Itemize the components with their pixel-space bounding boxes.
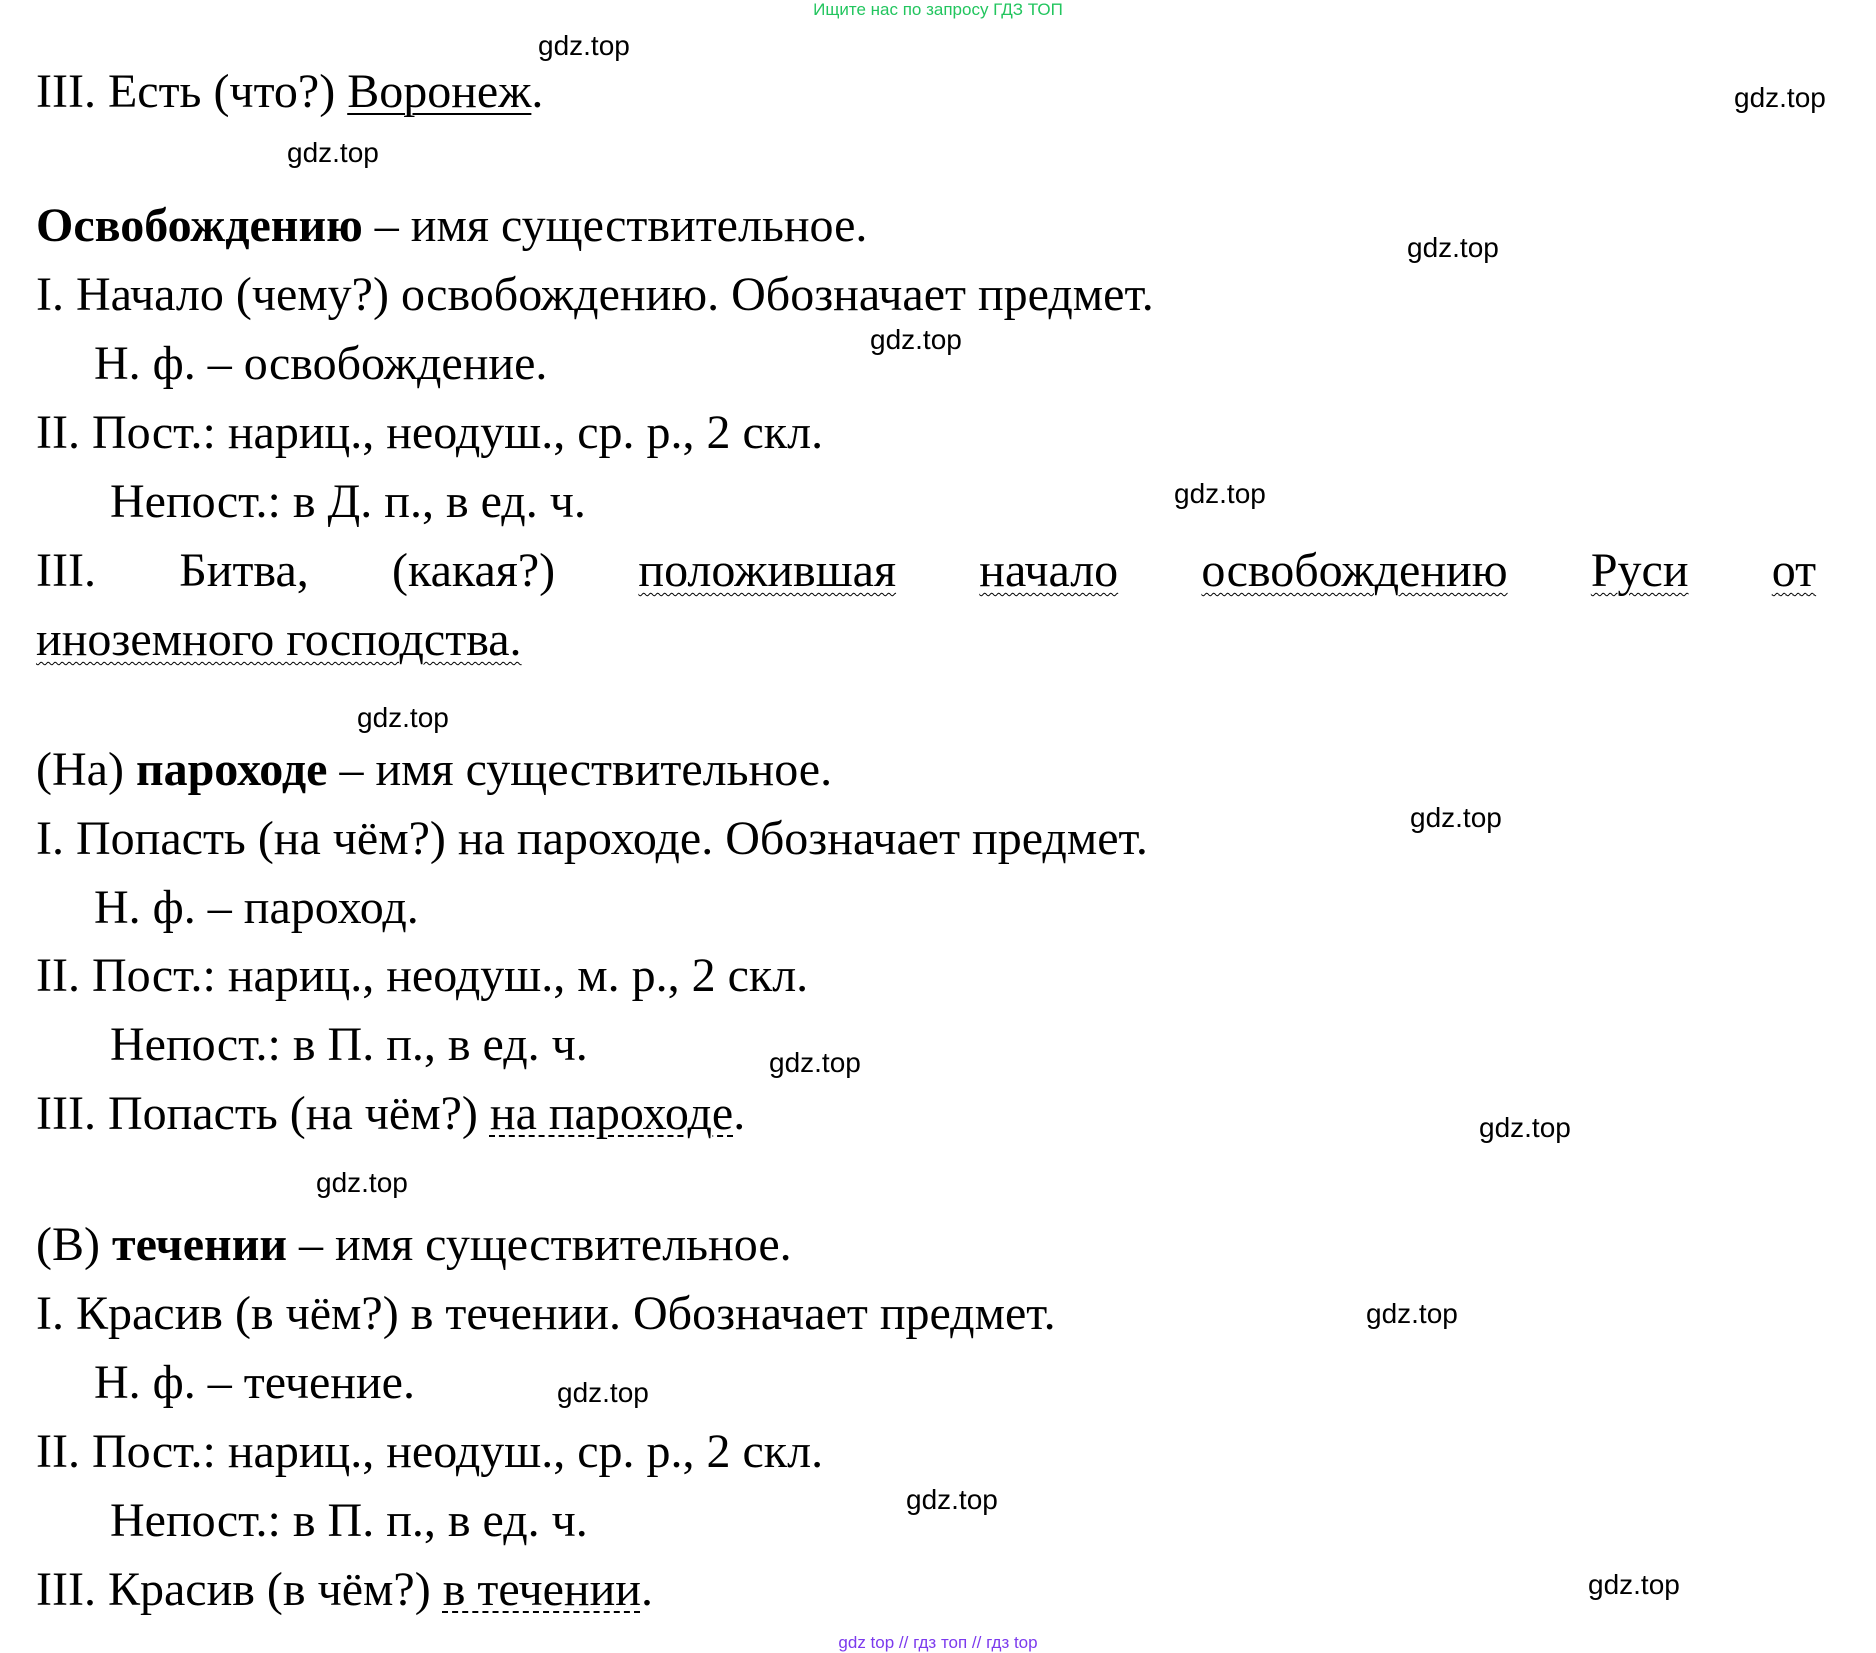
osvobozhdeniyu-line-2b: Непост.: в Д. п., в ед. ч. bbox=[110, 475, 586, 528]
watermark: gdz.top bbox=[357, 702, 449, 733]
watermark: gdz.top bbox=[1366, 1298, 1458, 1329]
wavy-underlined-word: положившая bbox=[638, 544, 897, 597]
watermark: gdz.top bbox=[316, 1167, 408, 1198]
underlined-subject: Воронеж bbox=[347, 65, 532, 118]
parsed-word: Освобождению bbox=[36, 199, 363, 252]
heading-rest: – имя существительное. bbox=[327, 743, 833, 796]
bottom-banner: gdz top // гдз топ // гдз top bbox=[838, 1633, 1038, 1652]
watermark: gdz.top bbox=[1588, 1569, 1680, 1600]
techenii-line-1: I. Красив (в чём?) в течении. Обозначает предмет. bbox=[36, 1287, 1056, 1340]
parokhode-line-1: I. Попасть (на чём?) на пароходе. Обозначает предмет. bbox=[36, 812, 1148, 865]
wavy-underlined-word: Руси bbox=[1590, 544, 1689, 597]
watermark: gdz.top bbox=[1410, 802, 1502, 833]
watermark: gdz.top bbox=[287, 137, 379, 168]
line-prefix: III. Красив (в чём?) bbox=[36, 1563, 443, 1616]
dashed-underlined-phrase: на пароходе bbox=[489, 1087, 734, 1140]
voronezh-line-3 bbox=[36, 64, 543, 120]
dashdot-underlined-phrase: в течении bbox=[442, 1563, 641, 1616]
watermark: gdz.top bbox=[870, 324, 962, 355]
heading-rest: – имя существительное. bbox=[362, 199, 868, 252]
wavy-underlined-word: от bbox=[1771, 544, 1817, 597]
techenii-line-2b: Непост.: в П. п., в ед. ч. bbox=[110, 1494, 588, 1547]
techenii-initial-form: Н. ф. – течение. bbox=[94, 1356, 415, 1409]
techenii-line-2a: II. Пост.: нариц., неодуш., ср. р., 2 скл. bbox=[36, 1425, 824, 1478]
heading-rest: – имя существительное. bbox=[287, 1218, 792, 1271]
watermark: gdz.top bbox=[769, 1047, 861, 1078]
parokhode-line-3 bbox=[36, 1086, 745, 1142]
line-end: . bbox=[733, 1087, 746, 1140]
wavy-underlined-word: освобождению bbox=[1201, 544, 1508, 597]
line-prefix: III. Есть (что?) bbox=[36, 65, 348, 118]
parsed-word: пароходе bbox=[135, 743, 328, 796]
wavy-underlined-word: начало bbox=[979, 544, 1119, 597]
line-prefix: III. Попасть (на чём?) bbox=[36, 1087, 490, 1140]
parokhode-line-2a: II. Пост.: нариц., неодуш., м. р., 2 скл. bbox=[36, 949, 809, 1002]
osvobozhdeniyu-line-3-cont bbox=[36, 612, 522, 668]
osvobozhdeniyu-heading bbox=[36, 198, 867, 254]
watermark: gdz.top bbox=[1479, 1112, 1571, 1143]
line-end: . bbox=[531, 65, 544, 118]
parokhode-initial-form: Н. ф. – пароход. bbox=[94, 881, 419, 934]
osvobozhdeniyu-line-3 bbox=[36, 543, 1816, 599]
top-banner: Ищите нас по запросу ГДЗ ТОП bbox=[813, 0, 1063, 19]
techenii-heading bbox=[36, 1217, 792, 1273]
parokhode-heading bbox=[36, 742, 832, 798]
techenii-line-3 bbox=[36, 1562, 653, 1618]
word: III. bbox=[36, 544, 96, 597]
watermark: gdz.top bbox=[1407, 232, 1499, 263]
parsed-word: течении bbox=[111, 1218, 288, 1271]
watermark: gdz.top bbox=[538, 30, 630, 61]
word: Битва, bbox=[179, 544, 309, 597]
watermark: gdz.top bbox=[906, 1484, 998, 1515]
watermark: gdz.top bbox=[1734, 82, 1826, 113]
osvobozhdeniyu-line-2a: II. Пост.: нариц., неодуш., ср. р., 2 скл. bbox=[36, 406, 824, 459]
word: (какая?) bbox=[391, 544, 556, 597]
osvobozhdeniyu-initial-form: Н. ф. – освобождение. bbox=[94, 337, 548, 390]
watermark: gdz.top bbox=[557, 1377, 649, 1408]
parokhode-line-2b: Непост.: в П. п., в ед. ч. bbox=[110, 1018, 588, 1071]
heading-prefix: (В) bbox=[36, 1218, 112, 1271]
watermark: gdz.top bbox=[1174, 478, 1266, 509]
heading-prefix: (На) bbox=[36, 743, 136, 796]
wavy-underlined-phrase: иноземного господства. bbox=[36, 613, 522, 666]
osvobozhdeniyu-line-1: I. Начало (чему?) освобождению. Обозначает предмет. bbox=[36, 268, 1154, 321]
line-end: . bbox=[640, 1563, 653, 1616]
